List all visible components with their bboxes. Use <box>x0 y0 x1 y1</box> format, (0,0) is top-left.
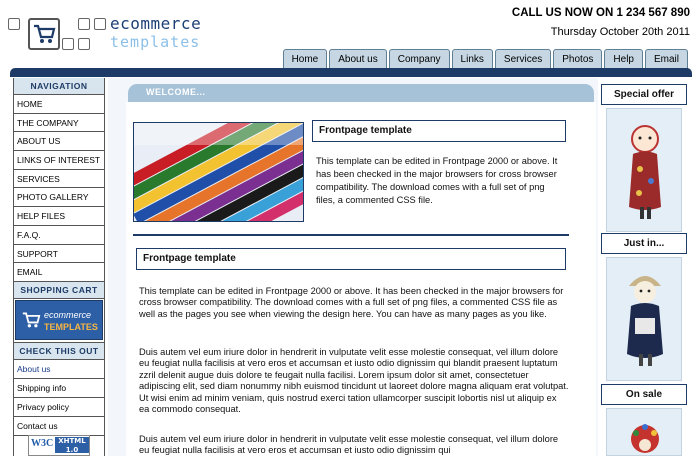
tab-services[interactable]: Services <box>495 49 551 69</box>
site-logo[interactable] <box>8 14 208 54</box>
check-this-out-heading: CHECK THIS OUT <box>14 343 104 360</box>
cart-banner[interactable] <box>14 299 104 343</box>
logo-text-ecommerce: ecommerce <box>110 14 202 33</box>
box1-text: This template can be edited in Frontpage 2000 or above. It has been checked in the major browsers for cross browser compatibility. The download comes with a full set of png files, a commented CSS file. <box>312 144 566 222</box>
just-in-doll-image[interactable] <box>606 257 682 381</box>
left-sidebar <box>13 78 105 456</box>
cart-banner-text-1: ecommerce <box>44 310 92 321</box>
logo-square <box>62 38 74 50</box>
special-offer-doll-image[interactable] <box>606 108 682 232</box>
logo-square <box>78 38 90 50</box>
sidebar-item-help-files[interactable]: HELP FILES <box>14 207 104 226</box>
sidebar-item-home[interactable]: HOME <box>14 95 104 114</box>
sidebar-item-email[interactable]: EMAIL <box>14 263 104 282</box>
welcome-title: WELCOME... <box>146 87 206 97</box>
sidebar-item-links-of-interest[interactable]: LINKS OF INTEREST <box>14 151 104 170</box>
w3c-text: W3C <box>31 438 54 449</box>
just-in-title: Just in... <box>601 233 687 254</box>
tab-photos[interactable]: Photos <box>553 49 602 69</box>
link-contact-us[interactable]: Contact us <box>14 417 104 436</box>
main-content <box>108 78 598 456</box>
shopping-cart-heading: SHOPPING CART <box>14 282 104 299</box>
current-date: Thursday October 20th 2011 <box>550 26 690 38</box>
sidebar-item-photo-gallery[interactable]: PHOTO GALLERY <box>14 188 104 207</box>
section-divider <box>133 234 569 236</box>
xhtml-text: XHTML 1.0 <box>55 437 89 453</box>
box2-title: Frontpage template <box>136 248 566 270</box>
sidebar-item-the-company[interactable]: THE COMPANY <box>14 114 104 133</box>
w3c-xhtml-badge[interactable] <box>28 435 90 456</box>
paragraph-2: Duis autem vel eum iriure dolor in hendrerit in vulputate velit esse molestie consequat, vel illum dolore eu feugiat nulla facilisis at vero eros et accumsan et iusto odio dignissim qui blandit praesent luptatum zzril delenit augue duis dolore te feugait nulla facilisi. Lorem ipsum dolor sit amet, consectetuer adipiscing elit, sed diam nonummy nibh euismod tincidunt ut laoreet dolore magna aliquam erat volutpat. Ut wisi enim ad minim veniam, quis nostrud exerci tation ullamcorper suscipit lobortis nisl ut aliquip ex ea commodo consequat. <box>139 347 569 415</box>
tab-email[interactable]: Email <box>645 49 688 69</box>
crayons-image <box>133 122 304 222</box>
tab-about-us[interactable]: About us <box>329 49 386 69</box>
logo-text-templates: templates <box>110 33 201 51</box>
sidebar-item-services[interactable]: SERVICES <box>14 170 104 189</box>
logo-square <box>8 18 20 30</box>
tab-home[interactable]: Home <box>283 49 328 69</box>
tab-help[interactable]: Help <box>604 49 643 69</box>
right-sidebar <box>598 78 692 456</box>
cart-icon <box>21 311 41 333</box>
header-divider-bar <box>10 68 692 77</box>
link-privacy-policy[interactable]: Privacy policy <box>14 398 104 417</box>
special-offer-title: Special offer <box>601 84 687 105</box>
link-about-us[interactable]: About us <box>14 360 104 379</box>
top-navigation <box>283 49 688 69</box>
cart-banner-text-2: TEMPLATES <box>44 322 98 333</box>
link-shipping-info[interactable]: Shipping info <box>14 379 104 398</box>
tab-company[interactable]: Company <box>389 49 450 69</box>
navigation-heading: NAVIGATION <box>14 78 104 95</box>
sidebar-item-about-us[interactable]: ABOUT US <box>14 132 104 151</box>
sidebar-item-support[interactable]: SUPPORT <box>14 245 104 264</box>
paragraph-3: Duis autem vel eum iriure dolor in hendrerit in vulputate velit esse molestie consequat, vel illum dolore eu feugiat nulla facilisis at vero eros et accumsan et iusto odio dignissim qui <box>139 434 559 456</box>
cart-logo-icon <box>28 18 60 50</box>
welcome-header <box>128 84 594 102</box>
phone-callout: CALL US NOW ON 1 234 567 890 <box>511 7 690 19</box>
paragraph-1: This template can be edited in Frontpage 2000 or above. It has been checked in the major browsers for cross browser compatibility. The download comes with a full set of png files, a commented CSS file as well as the pages you see when viewing the design here. You can have as many pages as you like. <box>139 286 564 319</box>
on-sale-title: On sale <box>601 384 687 405</box>
box1-title: Frontpage template <box>312 120 566 142</box>
on-sale-doll-image[interactable] <box>606 408 682 456</box>
logo-square <box>78 18 90 30</box>
tab-links[interactable]: Links <box>452 49 493 69</box>
logo-square <box>94 18 106 30</box>
sidebar-item-faq[interactable]: F.A.Q. <box>14 226 104 245</box>
